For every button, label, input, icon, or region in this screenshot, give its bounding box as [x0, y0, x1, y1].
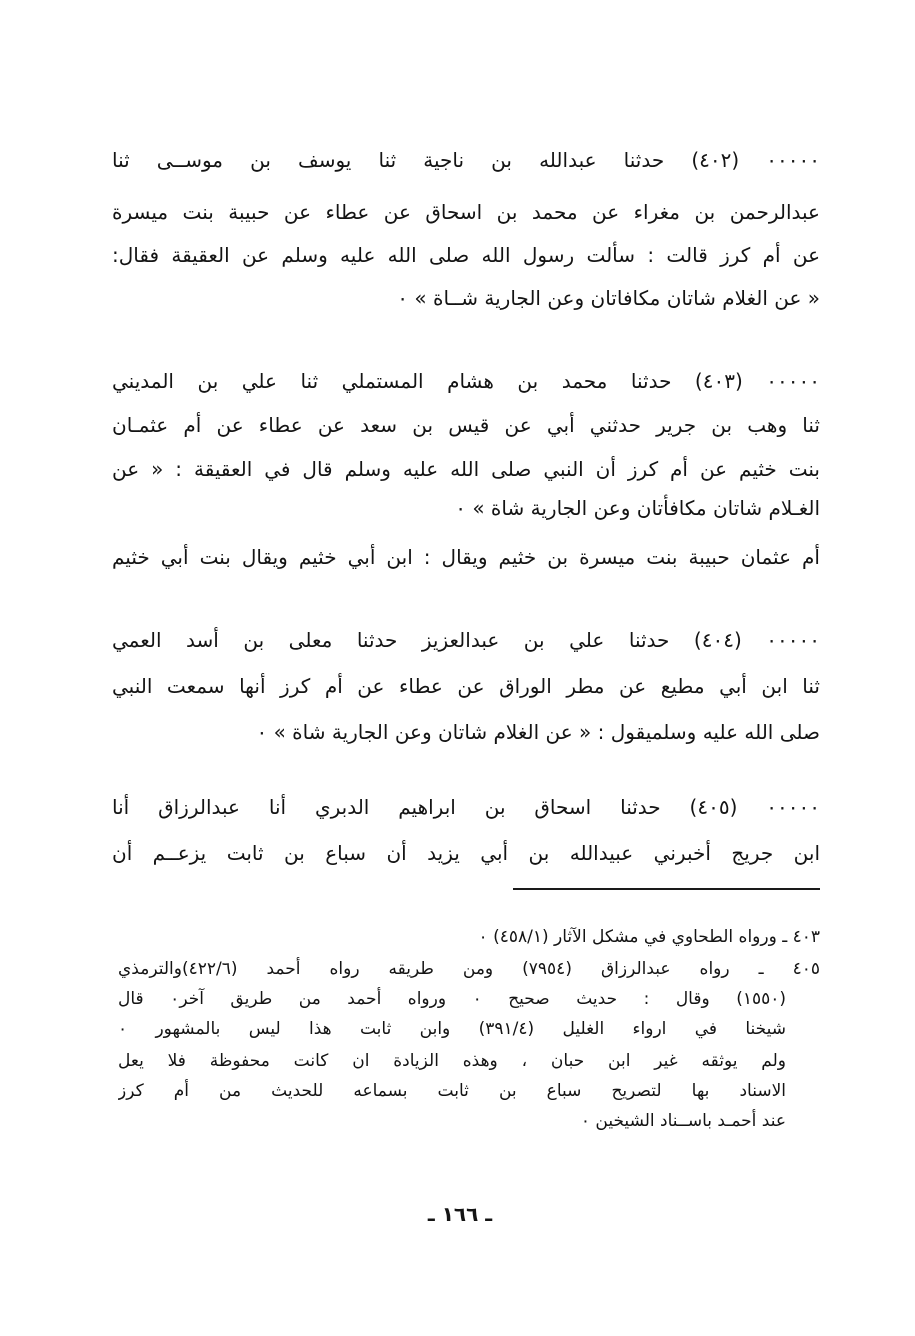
- hadith-402-line-3: عن أم كرز قالت : سألت رسول الله صلى الله عليه وسلم عن العقيقة فقال:: [112, 243, 820, 267]
- footnote-403: ٤٠٣ ـ ورواه الطحاوي في مشكل الآثار (٤٥٨/١) ٠: [478, 927, 820, 947]
- footnote-405-line-5: الاسناد بها لتصريح سباع بن ثابت بسماعه للحديث من أم كرز: [118, 1081, 786, 1101]
- hadith-404-line-2: ثنا ابن أبي مطيع عن مطر الوراق عن عطاء عن أم كرز أنها سمعت النبي: [112, 674, 820, 698]
- footnote-405-line-2: (١٥٥٠) وقال : حديث صحيح ٠ ورواه أحمد من طريق آخر٠ قال: [118, 989, 786, 1009]
- hadith-403-line-2: ثنا وهب بن جرير حدثني أبي عن قيس بن سعد عن عطاء عن أم عثمـان: [112, 413, 820, 437]
- page-number: ـ ١٦٦ ـ: [427, 1202, 493, 1226]
- hadith-403-line-1: ٠٠٠٠٠ (٤٠٣) حدثنا محمد بن هشام المستملي ثنا علي بن المديني: [112, 369, 820, 393]
- hadith-404-line-1: ٠٠٠٠٠ (٤٠٤) حدثنا علي بن عبدالعزيز حدثنا معلى بن أسد العمي: [112, 628, 820, 652]
- footnote-divider: [513, 888, 820, 890]
- footnote-405-line-6: عند أحمـد باســناد الشيخين ٠: [580, 1111, 786, 1131]
- footnote-405-line-3: شيخنا في ارواء الغليل (٣٩١/٤) وابن ثابت هذا ليس بالمشهور ٠: [118, 1019, 786, 1039]
- footnote-405-line-4: ولم يوثقه غير ابن حبان ، وهذه الزيادة ان كانت محفوظة فلا يعل: [118, 1051, 786, 1071]
- hadith-402-line-4: « عن الغلام شاتان مكافاتان وعن الجارية شــاة » ٠: [397, 286, 820, 310]
- hadith-403-line-3: بنت خثيم عن أم كرز أن النبي صلى الله عليه وسلم قال في العقيقة : « عن: [112, 457, 820, 481]
- hadith-405-line-2: ابن جريج أخبرني عبيدالله بن أبي يزيد أن سباع بن ثابت يزعــم أن: [112, 841, 820, 865]
- footnote-405-line-1: ٤٠٥ ـ رواه عبدالرزاق (٧٩٥٤) ومن طريقه رواه أحمد (٤٢٢/٦)والترمذي: [118, 959, 820, 979]
- hadith-405-line-1: ٠٠٠٠٠ (٤٠٥) حدثنا اسحاق بن ابراهيم الدبري أنا عبدالرزاق أنا: [112, 795, 820, 819]
- hadith-404-line-3: صلى الله عليه وسلميقول : « عن الغلام شاتان وعن الجارية شاة » ٠: [256, 720, 820, 744]
- hadith-402-line-1: ٠٠٠٠٠ (٤٠٢) حدثنا عبدالله بن ناجية ثنا يوسف بن موســى ثنا: [112, 148, 820, 172]
- hadith-403-note: أم عثمان حبيبة بنت ميسرة بن خثيم ويقال : ابن أبي خثيم ويقال بنت أبي خثيم: [112, 545, 820, 569]
- hadith-403-line-4: الغـلام شاتان مكافأتان وعن الجارية شاة » ٠: [455, 496, 820, 520]
- hadith-402-line-2: عبدالرحمن بن مغراء عن محمد بن اسحاق عن عطاء عن حبيبة بنت ميسرة: [112, 200, 820, 224]
